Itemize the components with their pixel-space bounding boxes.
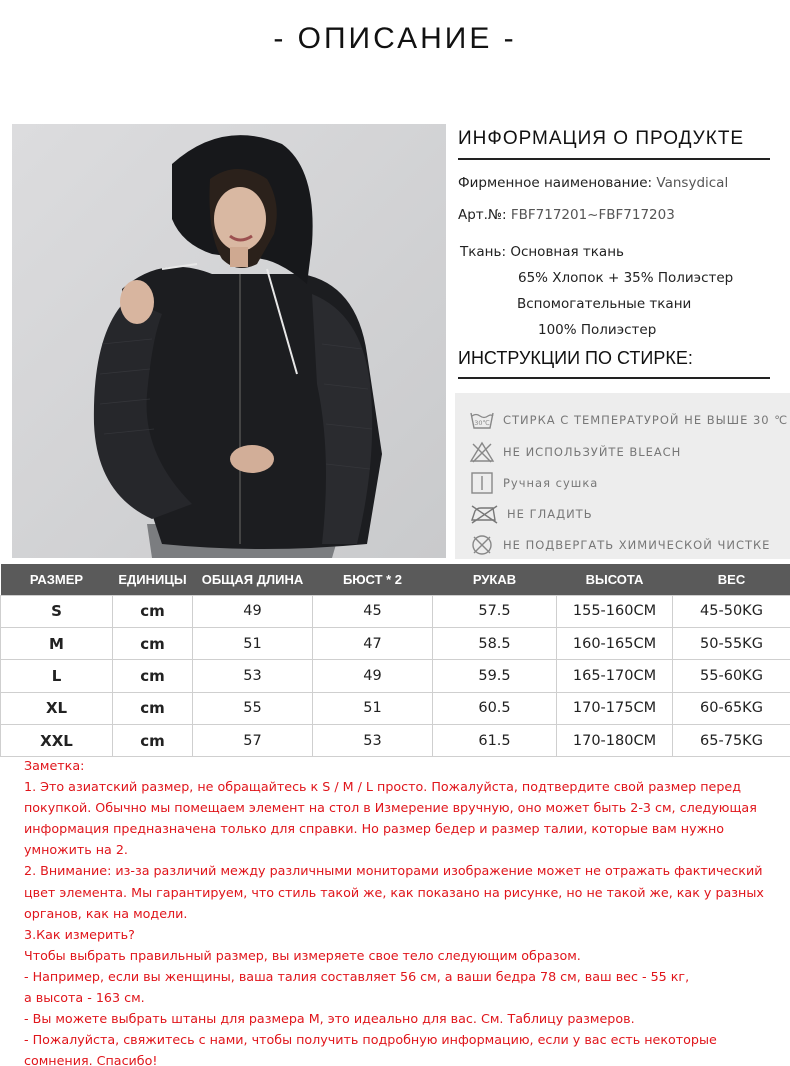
cell-bust: 51 bbox=[313, 692, 433, 724]
product-info-heading: ИНФОРМАЦИЯ О ПРОДУКТЕ bbox=[458, 128, 770, 160]
cell-weight: 50-55KG bbox=[673, 627, 790, 659]
note-line: 2. Внимание: из-за различий между различными мониторами изображение может не отражать фактический bbox=[24, 863, 763, 879]
cell-length: 57 bbox=[193, 725, 313, 757]
cell-bust: 53 bbox=[313, 725, 433, 757]
care-item-iron bbox=[469, 501, 593, 527]
care-item-dry bbox=[469, 470, 598, 496]
cell-weight: 45-50KG bbox=[673, 595, 790, 627]
sku-row bbox=[458, 207, 675, 223]
header-total-length: ОБЩАЯ ДЛИНА bbox=[193, 564, 313, 595]
no-bleach-icon bbox=[469, 441, 495, 463]
cell-sleeve: 58.5 bbox=[433, 627, 557, 659]
cell-sleeve: 61.5 bbox=[433, 725, 557, 757]
note-line: 1. Это азиатский размер, не обращайтесь к S / M / L просто. Пожалуйста, подтвердите свой размер перед bbox=[24, 779, 741, 795]
note-line: покупкой. Обычно мы помещаем элемент на стол в Измерение вручную, оно может быть 2-3 см, следующая bbox=[24, 800, 757, 816]
fabric-main-label: Основная ткань bbox=[510, 244, 624, 260]
cell-units: cm bbox=[113, 627, 193, 659]
care-item-bleach bbox=[469, 439, 681, 465]
fabric-main-value: 65% Хлопок + 35% Полиэстер bbox=[518, 270, 734, 286]
cell-height: 170-175CM bbox=[557, 692, 673, 724]
table-row bbox=[1, 725, 790, 757]
care-text-iron: НЕ ГЛАДИТЬ bbox=[507, 507, 593, 521]
model-in-hoodie-image bbox=[12, 124, 446, 558]
product-photo bbox=[12, 124, 446, 558]
note-line: органов, как на модели. bbox=[24, 905, 188, 921]
header-bust: БЮСТ * 2 bbox=[313, 564, 433, 595]
note-line: а высота - 163 см. bbox=[24, 990, 145, 1006]
header-sleeve: РУКАВ bbox=[433, 564, 557, 595]
care-text-wash: СТИРКА С ТЕМПЕРАТУРОЙ НЕ ВЫШЕ 30 ℃ bbox=[503, 413, 789, 427]
size-table bbox=[0, 564, 790, 757]
svg-text:30℃: 30℃ bbox=[474, 419, 490, 427]
care-instructions bbox=[455, 393, 790, 559]
cell-length: 53 bbox=[193, 660, 313, 692]
dry-icon bbox=[469, 472, 495, 494]
cell-units: cm bbox=[113, 692, 193, 724]
table-row bbox=[1, 660, 790, 692]
size-table-header bbox=[1, 564, 790, 595]
table-row bbox=[1, 595, 790, 627]
note-line: - Вы можете выбрать штаны для размера M, это идеально для вас. См. Таблицу размеров. bbox=[24, 1011, 635, 1027]
cell-bust: 47 bbox=[313, 627, 433, 659]
cell-weight: 55-60KG bbox=[673, 660, 790, 692]
care-text-dry: Ручная сушка bbox=[503, 476, 599, 490]
fabric-label: Ткань: bbox=[460, 244, 507, 260]
wash-instructions-heading: ИНСТРУКЦИИ ПО СТИРКЕ: bbox=[458, 348, 770, 379]
note-line: - Пожалуйста, свяжитесь с нами, чтобы получить подробную информацию, если у вас есть некоторые bbox=[24, 1032, 717, 1048]
no-iron-icon bbox=[469, 503, 499, 525]
cell-sleeve: 57.5 bbox=[433, 595, 557, 627]
cell-weight: 60-65KG bbox=[673, 692, 790, 724]
header-units: ЕДИНИЦЫ bbox=[113, 564, 193, 595]
table-row bbox=[1, 692, 790, 724]
cell-size: S bbox=[1, 595, 113, 627]
cell-bust: 49 bbox=[313, 660, 433, 692]
brand-row bbox=[458, 175, 728, 191]
note-line: сомнения. Спасибо! bbox=[24, 1053, 158, 1066]
page-title: - ОПИСАНИЕ - bbox=[273, 22, 517, 55]
sku-value: FBF717201~FBF717203 bbox=[510, 207, 675, 223]
care-item-dry-clean bbox=[469, 532, 770, 558]
care-text-dry-clean: НЕ ПОДВЕРГАТЬ ХИМИЧЕСКОЙ ЧИСТКЕ bbox=[503, 538, 771, 552]
care-text-bleach: НЕ ИСПОЛЬЗУЙТЕ BLEACH bbox=[503, 445, 682, 459]
cell-size: XL bbox=[1, 692, 113, 724]
cell-sleeve: 60.5 bbox=[433, 692, 557, 724]
note-line: Чтобы выбрать правильный размер, вы измеряете свое тело следующим образом. bbox=[24, 947, 581, 963]
brand-label: Фирменное наименование: bbox=[458, 175, 653, 191]
note-line: информация предназначена только для справки. Но размер бедер и размер талии, которые вам нужно bbox=[24, 821, 725, 837]
no-dry-clean-icon bbox=[469, 534, 495, 556]
note-line: цвет элемента. Мы гарантируем, что стиль такой же, как показано на рисунке, но не такой же, как у разных bbox=[24, 884, 764, 900]
cell-units: cm bbox=[113, 595, 193, 627]
cell-units: cm bbox=[113, 660, 193, 692]
note-line: Заметка: bbox=[24, 758, 85, 773]
fabric-row bbox=[460, 244, 624, 260]
cell-length: 49 bbox=[193, 595, 313, 627]
product-info-panel bbox=[458, 128, 770, 160]
fabric-aux-value: 100% Полиэстер bbox=[538, 322, 657, 338]
sku-label: Арт.№: bbox=[458, 207, 507, 223]
table-row bbox=[1, 627, 790, 659]
size-notes bbox=[24, 755, 780, 1066]
cell-sleeve: 59.5 bbox=[433, 660, 557, 692]
note-line: 3.Как измерить? bbox=[24, 926, 135, 942]
cell-length: 55 bbox=[193, 692, 313, 724]
cell-weight: 65-75KG bbox=[673, 725, 790, 757]
cell-height: 165-170CM bbox=[557, 660, 673, 692]
cell-height: 170-180CM bbox=[557, 725, 673, 757]
cell-size: L bbox=[1, 660, 113, 692]
cell-size: XXL bbox=[1, 725, 113, 757]
cell-height: 155-160CM bbox=[557, 595, 673, 627]
note-line: умножить на 2. bbox=[24, 842, 128, 858]
header-height: ВЫСОТА bbox=[557, 564, 673, 595]
cell-height: 160-165CM bbox=[557, 627, 673, 659]
care-item-wash bbox=[469, 407, 788, 433]
header-size: РАЗМЕР bbox=[1, 564, 113, 595]
fabric-aux-label: Вспомогательные ткани bbox=[517, 296, 692, 312]
note-line: - Например, если вы женщины, ваша талия составляет 56 см, а ваши бедра 78 см, ваш вес - 55 кг, bbox=[24, 968, 690, 984]
cell-size: M bbox=[1, 627, 113, 659]
wash-30-icon bbox=[469, 409, 495, 431]
brand-value: Vansydical bbox=[656, 175, 729, 191]
cell-units: cm bbox=[113, 725, 193, 757]
cell-bust: 45 bbox=[313, 595, 433, 627]
cell-length: 51 bbox=[193, 627, 313, 659]
header-weight: ВЕС bbox=[673, 564, 790, 595]
